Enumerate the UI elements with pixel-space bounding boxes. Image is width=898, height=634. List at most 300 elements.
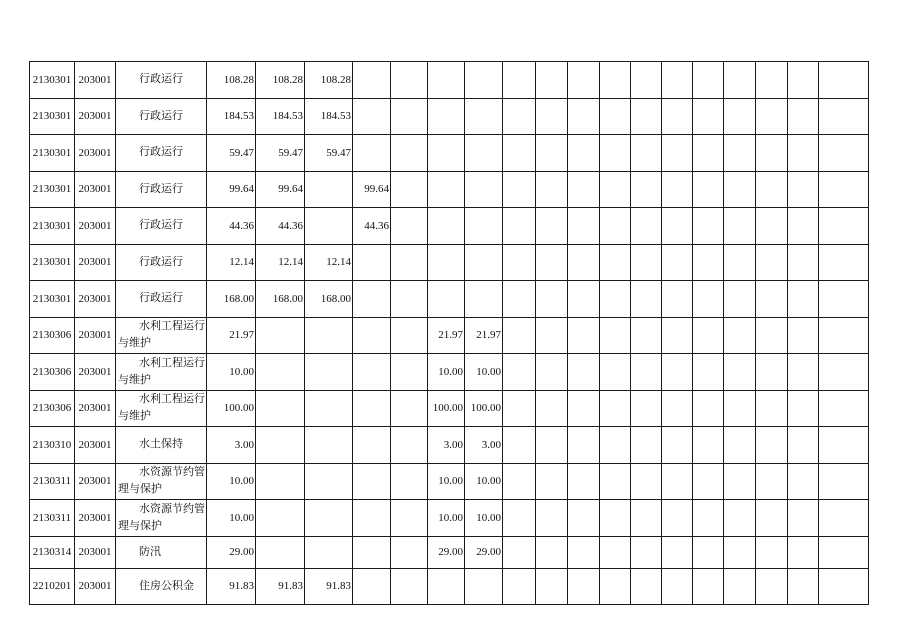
amount-cell [503, 463, 536, 500]
amount-cell [536, 171, 568, 208]
subject-code-cell: 2130301 [30, 244, 75, 281]
amount-cell [600, 568, 631, 604]
amount-cell: 99.64 [207, 171, 256, 208]
subject-code-cell: 2130310 [30, 427, 75, 464]
table-row [30, 390, 869, 427]
amount-cell [568, 427, 600, 464]
amount-cell: 10.00 [428, 354, 465, 391]
amount-cell [756, 317, 788, 354]
unit-code-cell: 203001 [75, 317, 116, 354]
unit-code-cell: 203001 [75, 135, 116, 172]
amount-cell [662, 135, 693, 172]
amount-cell: 3.00 [207, 427, 256, 464]
amount-cell [819, 427, 869, 464]
unit-code-cell: 203001 [75, 463, 116, 500]
amount-cell [465, 281, 503, 318]
amount-cell [693, 536, 724, 568]
unit-code-cell: 203001 [75, 568, 116, 604]
amount-cell: 29.00 [428, 536, 465, 568]
amount-cell: 3.00 [465, 427, 503, 464]
amount-cell [256, 390, 305, 427]
amount-cell [353, 281, 391, 318]
amount-cell [391, 463, 428, 500]
amount-cell [693, 427, 724, 464]
amount-cell [788, 171, 819, 208]
amount-cell [465, 98, 503, 135]
amount-cell [600, 208, 631, 245]
subject-name-cell: 防汛 [116, 536, 207, 568]
subject-name-cell: 水利工程运行与维护 [116, 317, 207, 354]
subject-name-cell: 行政运行 [116, 135, 207, 172]
amount-cell [631, 281, 662, 318]
amount-cell [353, 427, 391, 464]
amount-cell: 21.97 [207, 317, 256, 354]
amount-cell [428, 208, 465, 245]
amount-cell [724, 500, 756, 537]
table-row [30, 62, 869, 99]
amount-cell [631, 244, 662, 281]
amount-cell [600, 171, 631, 208]
subject-name-cell: 行政运行 [116, 208, 207, 245]
subject-name-cell: 水利工程运行与维护 [116, 354, 207, 391]
amount-cell [693, 390, 724, 427]
amount-cell [693, 463, 724, 500]
table-row [30, 568, 869, 604]
amount-cell [693, 568, 724, 604]
amount-cell [465, 171, 503, 208]
amount-cell [391, 171, 428, 208]
amount-cell: 59.47 [207, 135, 256, 172]
subject-code-cell: 2130306 [30, 390, 75, 427]
unit-code-cell: 203001 [75, 390, 116, 427]
amount-cell [465, 568, 503, 604]
amount-cell [428, 568, 465, 604]
amount-cell [568, 536, 600, 568]
amount-cell: 29.00 [465, 536, 503, 568]
amount-cell [391, 568, 428, 604]
table-row [30, 98, 869, 135]
subject-code-cell: 2130301 [30, 62, 75, 99]
amount-cell [724, 390, 756, 427]
amount-cell [819, 281, 869, 318]
table-row [30, 135, 869, 172]
subject-code-cell: 2130306 [30, 317, 75, 354]
amount-cell [819, 536, 869, 568]
amount-cell [256, 500, 305, 537]
amount-cell [631, 62, 662, 99]
amount-cell [391, 500, 428, 537]
amount-cell [600, 62, 631, 99]
amount-cell [724, 354, 756, 391]
amount-cell [631, 500, 662, 537]
amount-cell [819, 98, 869, 135]
amount-cell [391, 427, 428, 464]
amount-cell [756, 98, 788, 135]
amount-cell [256, 317, 305, 354]
amount-cell [756, 281, 788, 318]
subject-code-cell: 2210201 [30, 568, 75, 604]
amount-cell [724, 317, 756, 354]
unit-code-cell: 203001 [75, 536, 116, 568]
amount-cell [756, 62, 788, 99]
subject-code-cell: 2130311 [30, 500, 75, 537]
amount-cell: 59.47 [305, 135, 353, 172]
amount-cell: 21.97 [465, 317, 503, 354]
amount-cell [756, 208, 788, 245]
amount-cell: 10.00 [207, 463, 256, 500]
amount-cell: 10.00 [207, 354, 256, 391]
amount-cell [391, 281, 428, 318]
amount-cell [819, 171, 869, 208]
amount-cell [536, 281, 568, 318]
amount-cell [391, 536, 428, 568]
amount-cell: 21.97 [428, 317, 465, 354]
amount-cell [788, 244, 819, 281]
amount-cell: 10.00 [428, 463, 465, 500]
amount-cell [353, 98, 391, 135]
amount-cell [391, 98, 428, 135]
amount-cell [788, 317, 819, 354]
amount-cell [536, 354, 568, 391]
amount-cell: 29.00 [207, 536, 256, 568]
subject-name-cell: 住房公积金 [116, 568, 207, 604]
unit-code-cell: 203001 [75, 500, 116, 537]
subject-name-cell: 行政运行 [116, 62, 207, 99]
amount-cell [693, 62, 724, 99]
amount-cell [788, 568, 819, 604]
amount-cell [631, 317, 662, 354]
amount-cell [536, 536, 568, 568]
amount-cell [353, 135, 391, 172]
amount-cell [568, 171, 600, 208]
amount-cell: 44.36 [353, 208, 391, 245]
amount-cell [568, 62, 600, 99]
table-row [30, 354, 869, 391]
table-row [30, 208, 869, 245]
amount-cell [503, 317, 536, 354]
amount-cell [788, 500, 819, 537]
amount-cell [600, 354, 631, 391]
amount-cell [536, 568, 568, 604]
amount-cell [305, 317, 353, 354]
budget-table [29, 61, 869, 605]
amount-cell [756, 427, 788, 464]
subject-name-cell: 水资源节约管理与保护 [116, 463, 207, 500]
amount-cell: 100.00 [207, 390, 256, 427]
amount-cell [391, 135, 428, 172]
amount-cell [631, 171, 662, 208]
subject-code-cell: 2130301 [30, 135, 75, 172]
table-row [30, 281, 869, 318]
amount-cell [503, 171, 536, 208]
amount-cell: 108.28 [256, 62, 305, 99]
amount-cell [568, 135, 600, 172]
subject-name-cell: 水土保持 [116, 427, 207, 464]
amount-cell [662, 244, 693, 281]
amount-cell: 10.00 [428, 500, 465, 537]
amount-cell [391, 354, 428, 391]
amount-cell [465, 135, 503, 172]
amount-cell [391, 208, 428, 245]
amount-cell: 10.00 [465, 354, 503, 391]
amount-cell [788, 98, 819, 135]
subject-code-cell: 2130301 [30, 171, 75, 208]
subject-name-cell: 行政运行 [116, 171, 207, 208]
amount-cell [305, 171, 353, 208]
amount-cell [788, 208, 819, 245]
subject-code-cell: 2130306 [30, 354, 75, 391]
amount-cell [428, 98, 465, 135]
amount-cell [353, 62, 391, 99]
amount-cell [693, 354, 724, 391]
amount-cell: 3.00 [428, 427, 465, 464]
amount-cell [353, 317, 391, 354]
amount-cell [724, 135, 756, 172]
amount-cell [631, 98, 662, 135]
amount-cell [536, 500, 568, 537]
amount-cell [536, 98, 568, 135]
amount-cell [536, 62, 568, 99]
amount-cell [756, 463, 788, 500]
amount-cell [503, 568, 536, 604]
amount-cell [662, 98, 693, 135]
amount-cell [503, 536, 536, 568]
amount-cell [256, 427, 305, 464]
amount-cell [568, 244, 600, 281]
table-row [30, 463, 869, 500]
amount-cell [819, 354, 869, 391]
amount-cell [305, 427, 353, 464]
amount-cell [536, 427, 568, 464]
unit-code-cell: 203001 [75, 208, 116, 245]
amount-cell [756, 135, 788, 172]
amount-cell [724, 244, 756, 281]
amount-cell: 10.00 [207, 500, 256, 537]
amount-cell [693, 244, 724, 281]
subject-code-cell: 2130301 [30, 281, 75, 318]
amount-cell: 91.83 [305, 568, 353, 604]
unit-code-cell: 203001 [75, 244, 116, 281]
amount-cell [305, 500, 353, 537]
amount-cell [568, 463, 600, 500]
unit-code-cell: 203001 [75, 427, 116, 464]
amount-cell: 99.64 [353, 171, 391, 208]
amount-cell [600, 135, 631, 172]
amount-cell [536, 135, 568, 172]
amount-cell: 100.00 [465, 390, 503, 427]
amount-cell [819, 135, 869, 172]
amount-cell [662, 171, 693, 208]
amount-cell [600, 427, 631, 464]
amount-cell [631, 208, 662, 245]
unit-code-cell: 203001 [75, 354, 116, 391]
table-row [30, 536, 869, 568]
amount-cell [503, 62, 536, 99]
amount-cell [305, 463, 353, 500]
amount-cell [724, 427, 756, 464]
amount-cell [662, 281, 693, 318]
amount-cell [568, 390, 600, 427]
subject-name-cell: 行政运行 [116, 281, 207, 318]
amount-cell [428, 244, 465, 281]
amount-cell [600, 317, 631, 354]
amount-cell [819, 500, 869, 537]
amount-cell [391, 317, 428, 354]
amount-cell [503, 390, 536, 427]
amount-cell [662, 208, 693, 245]
amount-cell [631, 135, 662, 172]
amount-cell [503, 281, 536, 318]
amount-cell [536, 463, 568, 500]
amount-cell: 12.14 [256, 244, 305, 281]
amount-cell [788, 390, 819, 427]
amount-cell [788, 427, 819, 464]
amount-cell: 184.53 [305, 98, 353, 135]
amount-cell [353, 568, 391, 604]
amount-cell [788, 135, 819, 172]
amount-cell [756, 568, 788, 604]
amount-cell [536, 317, 568, 354]
amount-cell [600, 390, 631, 427]
amount-cell: 44.36 [207, 208, 256, 245]
amount-cell [819, 463, 869, 500]
amount-cell: 91.83 [207, 568, 256, 604]
amount-cell [662, 463, 693, 500]
amount-cell [693, 317, 724, 354]
amount-cell [256, 354, 305, 391]
amount-cell: 108.28 [207, 62, 256, 99]
table-row [30, 244, 869, 281]
amount-cell [756, 354, 788, 391]
amount-cell [788, 62, 819, 99]
amount-cell [662, 536, 693, 568]
amount-cell [305, 354, 353, 391]
amount-cell [503, 98, 536, 135]
amount-cell [568, 208, 600, 245]
amount-cell [428, 135, 465, 172]
amount-cell [662, 427, 693, 464]
subject-code-cell: 2130301 [30, 98, 75, 135]
amount-cell [693, 98, 724, 135]
amount-cell [819, 568, 869, 604]
amount-cell [428, 281, 465, 318]
amount-cell [503, 500, 536, 537]
amount-cell [631, 390, 662, 427]
amount-cell [568, 317, 600, 354]
amount-cell [724, 463, 756, 500]
amount-cell: 184.53 [256, 98, 305, 135]
amount-cell [536, 208, 568, 245]
amount-cell [503, 244, 536, 281]
amount-cell: 168.00 [207, 281, 256, 318]
unit-code-cell: 203001 [75, 98, 116, 135]
amount-cell [631, 354, 662, 391]
budget-table-body [30, 62, 869, 605]
unit-code-cell: 203001 [75, 62, 116, 99]
amount-cell [465, 208, 503, 245]
amount-cell [600, 98, 631, 135]
amount-cell [819, 244, 869, 281]
unit-code-cell: 203001 [75, 171, 116, 208]
amount-cell [353, 390, 391, 427]
amount-cell [693, 500, 724, 537]
amount-cell [391, 390, 428, 427]
amount-cell: 10.00 [465, 463, 503, 500]
amount-cell [536, 390, 568, 427]
amount-cell [724, 208, 756, 245]
amount-cell [503, 354, 536, 391]
subject-name-cell: 水利工程运行与维护 [116, 390, 207, 427]
amount-cell: 44.36 [256, 208, 305, 245]
amount-cell [353, 354, 391, 391]
amount-cell [305, 208, 353, 245]
amount-cell [568, 98, 600, 135]
amount-cell [756, 171, 788, 208]
amount-cell: 59.47 [256, 135, 305, 172]
amount-cell [568, 281, 600, 318]
amount-cell [536, 244, 568, 281]
unit-code-cell: 203001 [75, 281, 116, 318]
amount-cell [724, 568, 756, 604]
amount-cell [631, 536, 662, 568]
amount-cell [724, 171, 756, 208]
amount-cell [428, 62, 465, 99]
amount-cell [568, 354, 600, 391]
amount-cell [662, 354, 693, 391]
amount-cell [756, 536, 788, 568]
amount-cell [465, 62, 503, 99]
table-row [30, 171, 869, 208]
amount-cell [600, 500, 631, 537]
amount-cell [353, 244, 391, 281]
amount-cell [788, 536, 819, 568]
amount-cell [788, 281, 819, 318]
amount-cell [465, 244, 503, 281]
amount-cell [662, 317, 693, 354]
subject-name-cell: 行政运行 [116, 98, 207, 135]
amount-cell: 168.00 [256, 281, 305, 318]
table-row [30, 317, 869, 354]
subject-name-cell: 水资源节约管理与保护 [116, 500, 207, 537]
amount-cell [724, 98, 756, 135]
amount-cell [631, 427, 662, 464]
amount-cell [724, 281, 756, 318]
amount-cell [305, 390, 353, 427]
table-row [30, 500, 869, 537]
amount-cell [631, 463, 662, 500]
amount-cell [662, 62, 693, 99]
table-row [30, 427, 869, 464]
amount-cell: 12.14 [207, 244, 256, 281]
amount-cell [756, 500, 788, 537]
amount-cell [568, 500, 600, 537]
amount-cell [503, 208, 536, 245]
amount-cell [756, 390, 788, 427]
amount-cell [693, 135, 724, 172]
amount-cell [353, 463, 391, 500]
amount-cell [353, 536, 391, 568]
amount-cell: 184.53 [207, 98, 256, 135]
subject-name-cell: 行政运行 [116, 244, 207, 281]
amount-cell [391, 62, 428, 99]
amount-cell [428, 171, 465, 208]
amount-cell [788, 354, 819, 391]
subject-code-cell: 2130301 [30, 208, 75, 245]
amount-cell [600, 463, 631, 500]
amount-cell [568, 568, 600, 604]
amount-cell [600, 281, 631, 318]
amount-cell: 108.28 [305, 62, 353, 99]
